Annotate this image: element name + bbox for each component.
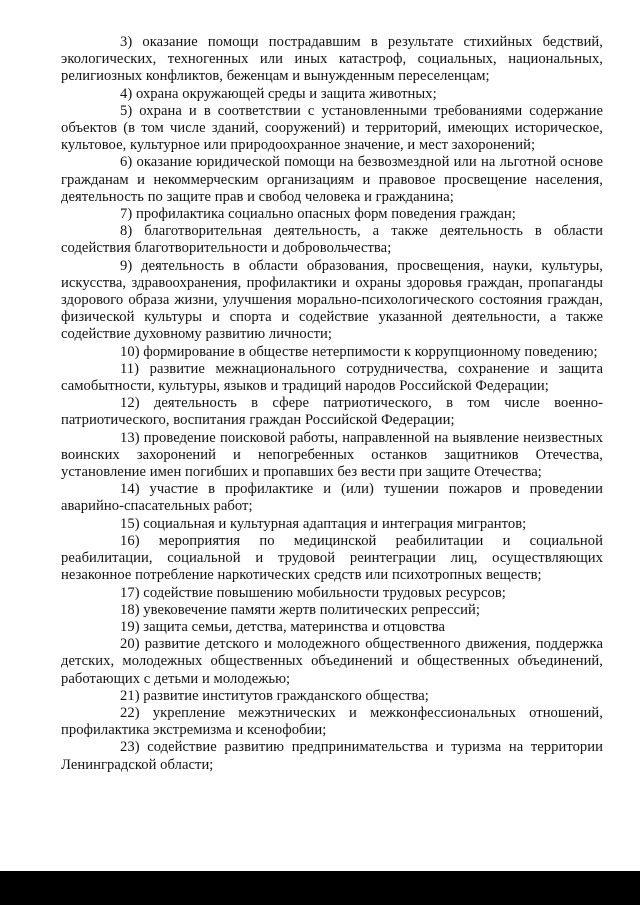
list-item-18: 18) увековечение памяти жертв политических репрессий;	[120, 601, 480, 618]
list-item-6: 6) оказание юридической помощи на безвозмездной или на льготной основе гражданам и некоммерческим организациям и правовое просвещение населения, деятельность по защите прав и свобод человека и гражданина;	[61, 154, 603, 205]
list-item-4: 4) охрана окружающей среды и защита животных;	[120, 85, 437, 102]
list-item-5: 5) охрана и в соответствии с установленными требованиями содержание объектов (в том числе зданий, сооружений) и территорий, имеющих историческое, культовое, культурное или природоохранное значение, и мест захоронений;	[61, 102, 603, 154]
scan-border-bottom	[0, 871, 640, 905]
list-item-7: 7) профилактика социально опасных форм поведения граждан;	[120, 206, 516, 223]
list-item-9: 9) деятельность в области образования, просвещения, науки, культуры, искусства, здравоохранения, профилактики и охраны здоровья граждан, пропаганды здорового образа жизни, улучшения морально-психологического состояния граждан, физической культуры и спорта и содействие указанной деятельности, а также содействие духовному развитию личности;	[61, 257, 603, 343]
list-item-10: 10) формирование в обществе нетерпимости к коррупционному поведению;	[120, 343, 598, 360]
list-item-13: 13) проведение поисковой работы, направленной на выявление неизвестных воинских захоронений и непогребенных останков защитников Отечества, установление имен погибших и пропавших без вести при защите Отечества;	[61, 429, 603, 481]
list-item-19: 19) защита семьи, детства, материнства и отцовства	[120, 618, 446, 635]
list-item-21: 21) развитие институтов гражданского общества;	[120, 687, 429, 704]
list-item-8: 8) благотворительная деятельность, а также деятельность в области содействия благотворительности и добровольчества;	[61, 223, 603, 257]
list-item-15: 15) социальная и культурная адаптация и интеграция мигрантов;	[120, 515, 527, 532]
list-item-23: 23) содействие развитию предпринимательства и туризма на территории Ленинградской области;	[61, 739, 603, 773]
list-item-17: 17) содействие повышению мобильности трудовых ресурсов;	[120, 584, 506, 601]
list-item-20: 20) развитие детского и молодежного общественного движения, поддержка детских, молодежных общественных объединений и общественных объединений, работающих с детьми и молодежью;	[61, 636, 603, 687]
list-item-22: 22) укрепление межэтнических и межконфессиональных отношений, профилактика экстремизма и ксенофобии;	[61, 704, 603, 739]
list-item-3: 3) оказание помощи пострадавшим в результате стихийных бедствий, экологических, техногенных или иных катастроф, социальных, национальных, религиозных конфликтов, беженцам и вынужденным переселенцам;	[61, 34, 603, 85]
list-item-16: 16) мероприятия по медицинской реабилитации и социальной реабилитации, социальной и трудовой реинтеграции лиц, осуществляющих незаконное потребление наркотических средств или психотропных веществ;	[61, 532, 603, 584]
list-item-11: 11) развитие межнационального сотрудничества, сохранение и защита самобытности, культуры, языков и традиций народов Российской Федерации;	[61, 360, 603, 395]
list-item-14: 14) участие в профилактике и (или) тушении пожаров и проведении аварийно-спасательных работ;	[61, 481, 603, 515]
list-item-12: 12) деятельность в сфере патриотического, в том числе военно-патриотического, воспитания граждан Российской Федерации;	[61, 395, 603, 429]
document-page	[61, 34, 603, 774]
